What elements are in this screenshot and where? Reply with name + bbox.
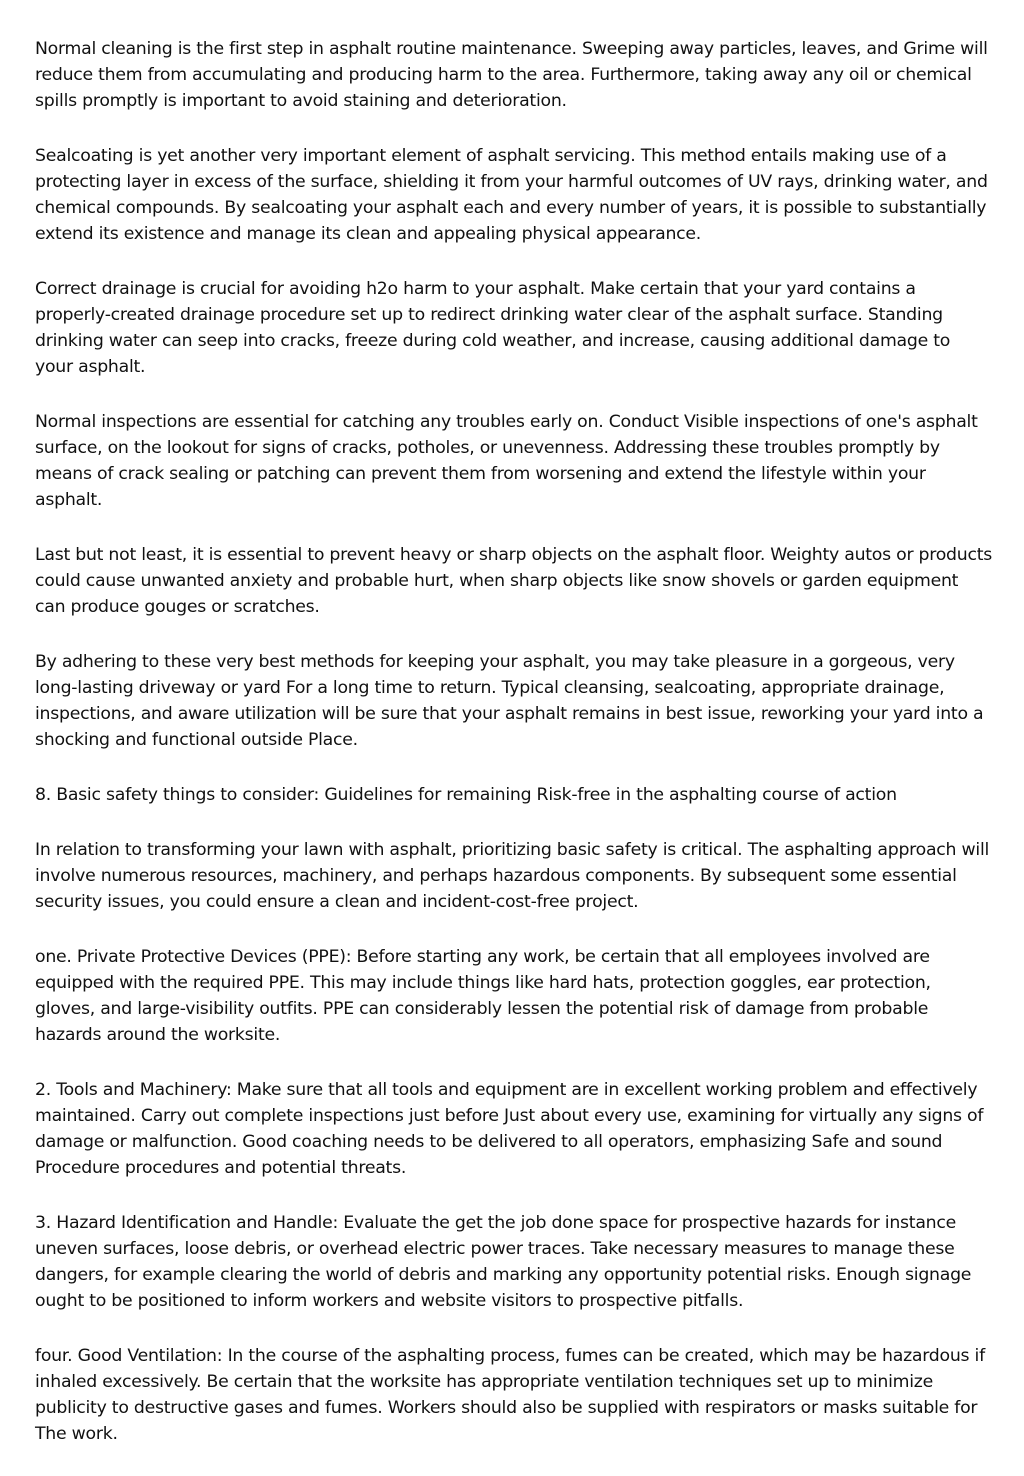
paragraph-heavy-objects: Last but not least, it is essential to prevent heavy or sharp objects on the asphalt floor. Weighty autos or products could cause unwanted anxiety and probable hurt, when sharp objects like snow shovels or garden equipment can produce gouges or scratches. bbox=[35, 545, 993, 617]
list-item-tools-machinery: 2. Tools and Machinery: Make sure that all tools and equipment are in excellent working problem and effectively maintained. Carry out complete inspections just before Just about every use, examining for virtually any signs of damage or malfunction. Good coaching needs to be delivered to all operators, emphasizing Safe and sound Procedure procedures and potential threats. bbox=[35, 1080, 984, 1178]
paragraph-inspections: Normal inspections are essential for catching any troubles early on. Conduct Visible inspections of one's asphalt surface, on the lookout for signs of cracks, potholes, or unevenness. Addressing these troubles promptly by means of crack sealing or patching can prevent them from worsening and extend the lifestyle within your asphalt. bbox=[35, 412, 978, 510]
paragraph-best-methods: By adhering to these very best methods for keeping your asphalt, you may take pleasure in a gorgeous, very long-lasting driveway or yard For a long time to return. Typical cleansing, sealcoating, appropriate drainage, inspections, and aware utilization will be sure that your asphalt remains in best issue, reworking your yard into a shocking and functional outside Place. bbox=[35, 652, 984, 750]
paragraph-safety-intro: In relation to transforming your lawn with asphalt, prioritizing basic safety is critical. The asphalting approach will involve numerous resources, machinery, and perhaps hazardous components. By subsequent some essential security issues, you could ensure a clean and incident-cost-free project. bbox=[35, 840, 990, 912]
section-heading-safety: 8. Basic safety things to consider: Guidelines for remaining Risk-free in the asphalting course of action bbox=[35, 785, 897, 805]
document-body bbox=[35, 36, 993, 1476]
list-item-ppe: one. Private Protective Devices (PPE): Before starting any work, be certain that all employees involved are equipped with the required PPE. This may include things like hard hats, protection goggles, ear protection, gloves, and large-visibility outfits. PPE can considerably lessen the potential risk of damage from probable hazards around the worksite. bbox=[35, 947, 931, 1045]
list-item-ventilation: four. Good Ventilation: In the course of the asphalting process, fumes can be created, which may be hazardous if inhaled excessively. Be certain that the worksite has appropriate ventilation techniques set up to minimize publicity to destructive gases and fumes. Workers should also be supplied with respirators or masks suitable for The work. bbox=[35, 1346, 985, 1444]
paragraph-sealcoating: Sealcoating is yet another very important element of asphalt servicing. This method entails making use of a protecting layer in excess of the surface, shielding it from your harmful outcomes of UV rays, drinking water, and chemical compounds. By sealcoating your asphalt each and every number of years, it is possible to substantially extend its existence and manage its clean and appealing physical appearance. bbox=[35, 146, 988, 244]
list-item-hazard-identification: 3. Hazard Identification and Handle: Evaluate the get the job done space for prospective hazards for instance uneven surfaces, loose debris, or overhead electric power traces. Take necessary measures to manage these dangers, for example clearing the world of debris and marking any opportunity potential risks. Enough signage ought to be positioned to inform workers and website visitors to prospective pitfalls. bbox=[35, 1213, 972, 1311]
paragraph-routine-cleaning: Normal cleaning is the first step in asphalt routine maintenance. Sweeping away particles, leaves, and Grime will reduce them from accumulating and producing harm to the area. Furthermore, taking away any oil or chemical spills promptly is important to avoid staining and deterioration. bbox=[35, 39, 988, 111]
paragraph-drainage: Correct drainage is crucial for avoiding h2o harm to your asphalt. Make certain that your yard contains a properly-created drainage procedure set up to redirect drinking water clear of the asphalt surface. Standing drinking water can seep into cracks, freeze during cold weather, and increase, causing additional damage to your asphalt. bbox=[35, 279, 951, 377]
